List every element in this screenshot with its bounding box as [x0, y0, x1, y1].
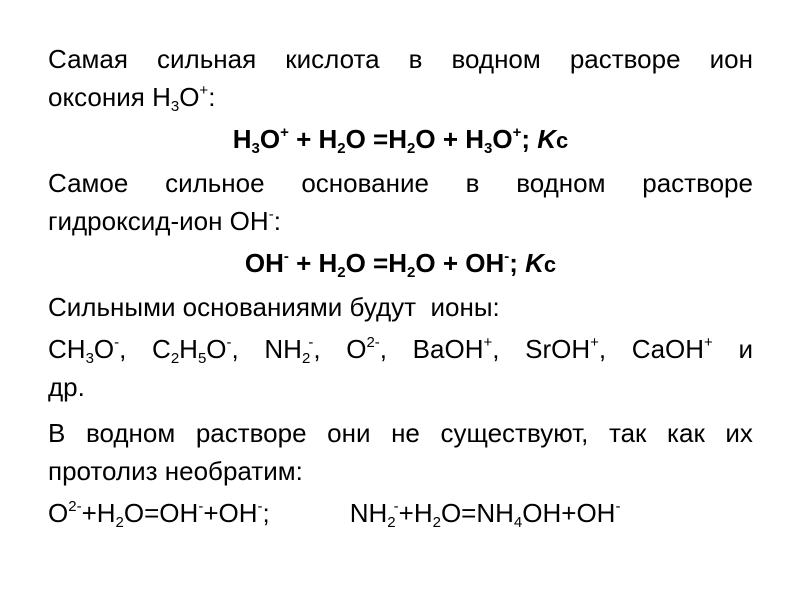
word: в — [465, 168, 480, 198]
word: Самая — [48, 44, 128, 74]
text: , — [119, 334, 127, 364]
text-protolysis-line1 — [48, 414, 753, 452]
ion-oxide — [346, 330, 387, 368]
eq-part: O + OH — [415, 248, 505, 278]
text: +H — [81, 498, 116, 528]
eq-part: + H — [288, 124, 338, 154]
text: ; — [262, 498, 270, 528]
word: так — [608, 418, 647, 448]
sub: 2 — [115, 514, 124, 531]
text-base-line1 — [48, 164, 753, 202]
word: существуют, — [440, 418, 589, 448]
text: : — [208, 82, 216, 112]
text-and: и — [738, 334, 753, 364]
eq-part: O =H — [345, 124, 408, 154]
text: O — [48, 498, 69, 528]
eq-part: ; — [521, 124, 538, 154]
text-acid-line1 — [48, 40, 753, 78]
text-hydroxide: гидроксид-ион OH — [48, 206, 269, 236]
sub: 2 — [407, 264, 416, 281]
text: O=OH — [123, 498, 199, 528]
text: , — [598, 334, 607, 364]
word: сильная — [157, 44, 257, 74]
ion-methoxide — [48, 330, 126, 368]
sup: + — [199, 82, 209, 99]
text: +OH — [203, 498, 258, 528]
constant-c: c — [543, 252, 557, 277]
text: H — [179, 334, 198, 364]
eq-part: OH — [244, 248, 284, 278]
word: В — [48, 418, 66, 448]
eq-part: H — [232, 124, 252, 154]
word: ион — [709, 44, 753, 74]
paragraph-acid-line1 — [48, 40, 753, 78]
word: сильное — [165, 168, 265, 198]
sup: - — [504, 248, 510, 265]
equation-amide-protolysis — [350, 494, 621, 532]
text-strong-bases: Сильными основаниями будут ионы: — [48, 292, 500, 322]
text: , — [492, 334, 500, 364]
sub: 2 — [337, 140, 346, 157]
text: , — [313, 334, 321, 364]
text-oxonium: оксония H — [48, 82, 171, 112]
word: кислота — [285, 44, 380, 74]
equation-hydroxide — [48, 244, 753, 284]
text: CH — [48, 334, 86, 364]
word: Самое — [48, 168, 129, 198]
paragraph-acid-line2 — [48, 78, 753, 116]
word: в — [408, 44, 423, 74]
eq-part: O + H — [415, 124, 485, 154]
word: они — [327, 418, 371, 448]
sup: + — [590, 334, 599, 351]
sup: - — [615, 498, 621, 515]
word: не — [391, 418, 420, 448]
sup: - — [114, 334, 120, 351]
word: водном — [516, 168, 606, 198]
text-etc: др. — [48, 372, 85, 402]
text: O — [179, 82, 200, 112]
sub: 3 — [251, 140, 260, 157]
ion-sroh — [525, 330, 606, 368]
eq-part: + H — [288, 248, 338, 278]
eq-part: ; — [509, 248, 526, 278]
eq-part: O — [492, 124, 513, 154]
word: основание — [301, 168, 429, 198]
text: OH+OH — [522, 498, 616, 528]
ion-ethoxide — [152, 330, 239, 368]
paragraph-protolysis-line2 — [48, 452, 753, 490]
sup: - — [226, 334, 232, 351]
word: как — [667, 418, 705, 448]
ion-amide — [264, 330, 320, 368]
sup: 2- — [68, 498, 82, 515]
sup: 2- — [366, 334, 380, 351]
sub: 3 — [85, 350, 94, 367]
eq-part: O — [259, 124, 281, 154]
ion-caoh — [632, 330, 713, 368]
constant-k: K — [525, 248, 544, 278]
text: BaOH — [412, 334, 484, 364]
ions-list-line1 — [48, 330, 753, 368]
text: O=NH — [440, 498, 514, 528]
sup: - — [283, 248, 289, 265]
text: , — [231, 334, 239, 364]
paragraph-protolysis-line1 — [48, 414, 753, 452]
sub: 4 — [513, 514, 523, 531]
sub: 2 — [301, 350, 311, 367]
text: , — [379, 334, 388, 364]
sub: 2 — [432, 514, 441, 531]
text: CaOH — [631, 334, 705, 364]
sup: - — [393, 498, 399, 515]
equation-oxide-protolysis — [48, 494, 270, 532]
text-irreversible: протолиз необратим: — [48, 456, 303, 486]
sub: 2 — [407, 140, 416, 157]
text: SrOH — [525, 334, 591, 364]
text: : — [273, 206, 281, 236]
eq-part: O =H — [345, 248, 408, 278]
paragraph-base-line1 — [48, 164, 753, 202]
equation-oxonium — [48, 120, 753, 160]
constant-c: c — [556, 128, 569, 153]
word: растворе — [569, 44, 681, 74]
ion-baoh — [413, 330, 500, 368]
text: NH — [349, 498, 388, 528]
sup: + — [704, 334, 713, 351]
sub: 3 — [484, 140, 493, 157]
constant-k: K — [537, 124, 557, 154]
text: +H — [398, 498, 433, 528]
sub: 2 — [387, 514, 396, 531]
sup: - — [198, 498, 204, 515]
paragraph-base-line2 — [48, 202, 753, 240]
word: водном — [85, 418, 176, 448]
text: O — [206, 334, 227, 364]
sub: 5 — [197, 350, 207, 367]
text: O — [346, 334, 367, 364]
word: растворе — [195, 418, 307, 448]
sup: - — [257, 498, 263, 515]
sup: + — [483, 334, 493, 351]
sup: + — [512, 124, 522, 141]
sub: 2 — [337, 264, 346, 281]
sup: + — [280, 124, 289, 141]
word: растворе — [642, 168, 753, 198]
bottom-equations — [48, 494, 753, 532]
sub: 3 — [170, 98, 180, 115]
word: их — [725, 418, 753, 448]
word: водном — [451, 44, 541, 74]
text: NH — [264, 334, 302, 364]
sup: - — [308, 334, 314, 351]
paragraph-strong-bases — [48, 288, 753, 326]
sub: 2 — [170, 350, 180, 367]
slide-content — [48, 40, 753, 532]
text: O — [93, 334, 115, 364]
sup: - — [268, 206, 274, 223]
text: C — [152, 334, 171, 364]
ions-list-line2 — [48, 368, 753, 406]
